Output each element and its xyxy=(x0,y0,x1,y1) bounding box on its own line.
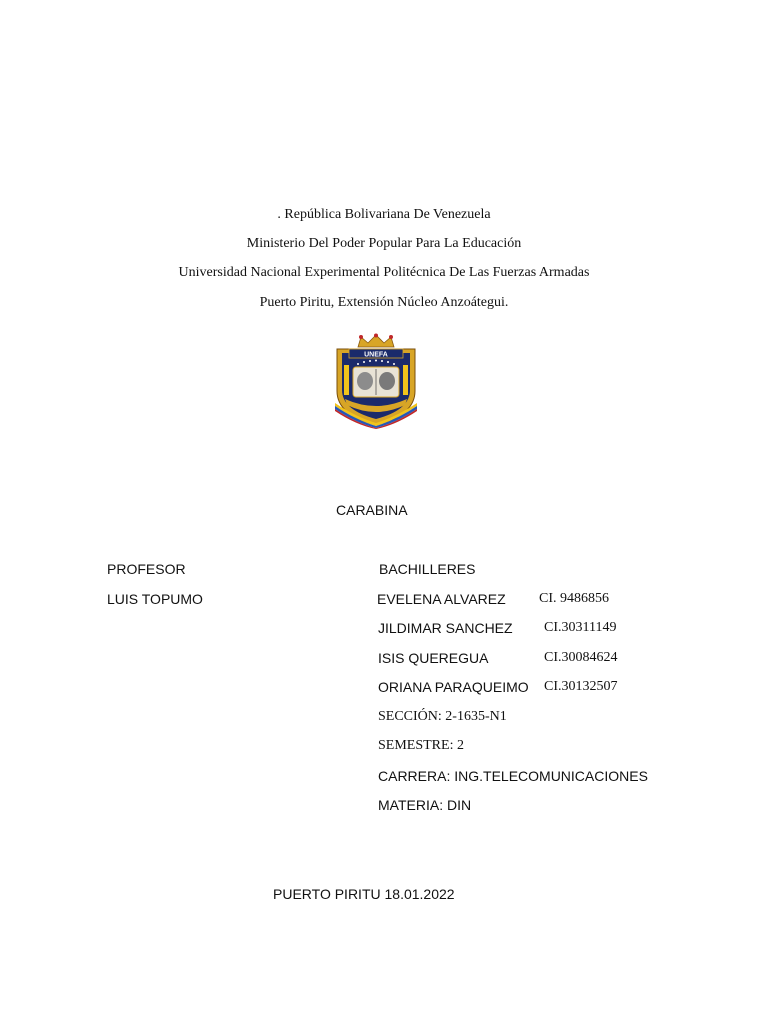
footer-place-date xyxy=(273,885,455,905)
professor-name: LUIS TOPUMO xyxy=(107,591,203,607)
section-detail: SECCIÓN: 2-1635-N1 xyxy=(378,709,507,724)
subject-detail: MATERIA: DIN xyxy=(378,797,472,813)
unefa-crest-logo xyxy=(331,333,421,429)
side-stripe-left xyxy=(344,365,349,395)
header-republic: . República Bolivariana De Venezuela xyxy=(277,207,491,222)
side-stripe-right xyxy=(403,365,408,395)
students-label: BACHILLERES xyxy=(379,561,476,577)
banner-text: UNEFA xyxy=(364,351,388,359)
student-ci: CI.30132507 xyxy=(544,679,618,694)
student-ci: CI. 9486856 xyxy=(539,591,609,606)
header-university: Universidad Nacional Experimental Politécnica De Las Fuerzas Armadas xyxy=(178,265,590,280)
header-location: Puerto Piritu, Extensión Núcleo Anzoátegui. xyxy=(259,295,509,310)
student-ci: CI.30311149 xyxy=(544,620,617,635)
student-name: ISIS QUEREGUA xyxy=(378,650,489,666)
student-name: ORIANA PARAQUEIMO xyxy=(378,679,529,695)
crown-icon xyxy=(358,334,394,348)
student-ci: CI.30084624 xyxy=(544,650,618,665)
career-detail: CARRERA: ING.TELECOMUNICACIONES xyxy=(378,768,648,784)
semester-detail: SEMESTRE: 2 xyxy=(378,738,464,753)
student-name: JILDIMAR SANCHEZ xyxy=(378,620,513,636)
footer-text: PUERTO PIRITU 18.01.2022 xyxy=(273,886,455,902)
document-title: CARABINA xyxy=(336,502,408,518)
student-name: EVELENA ALVAREZ xyxy=(377,591,506,607)
header-ministry: Ministerio Del Poder Popular Para La Educación xyxy=(246,236,522,251)
professor-label: PROFESOR xyxy=(107,561,186,577)
